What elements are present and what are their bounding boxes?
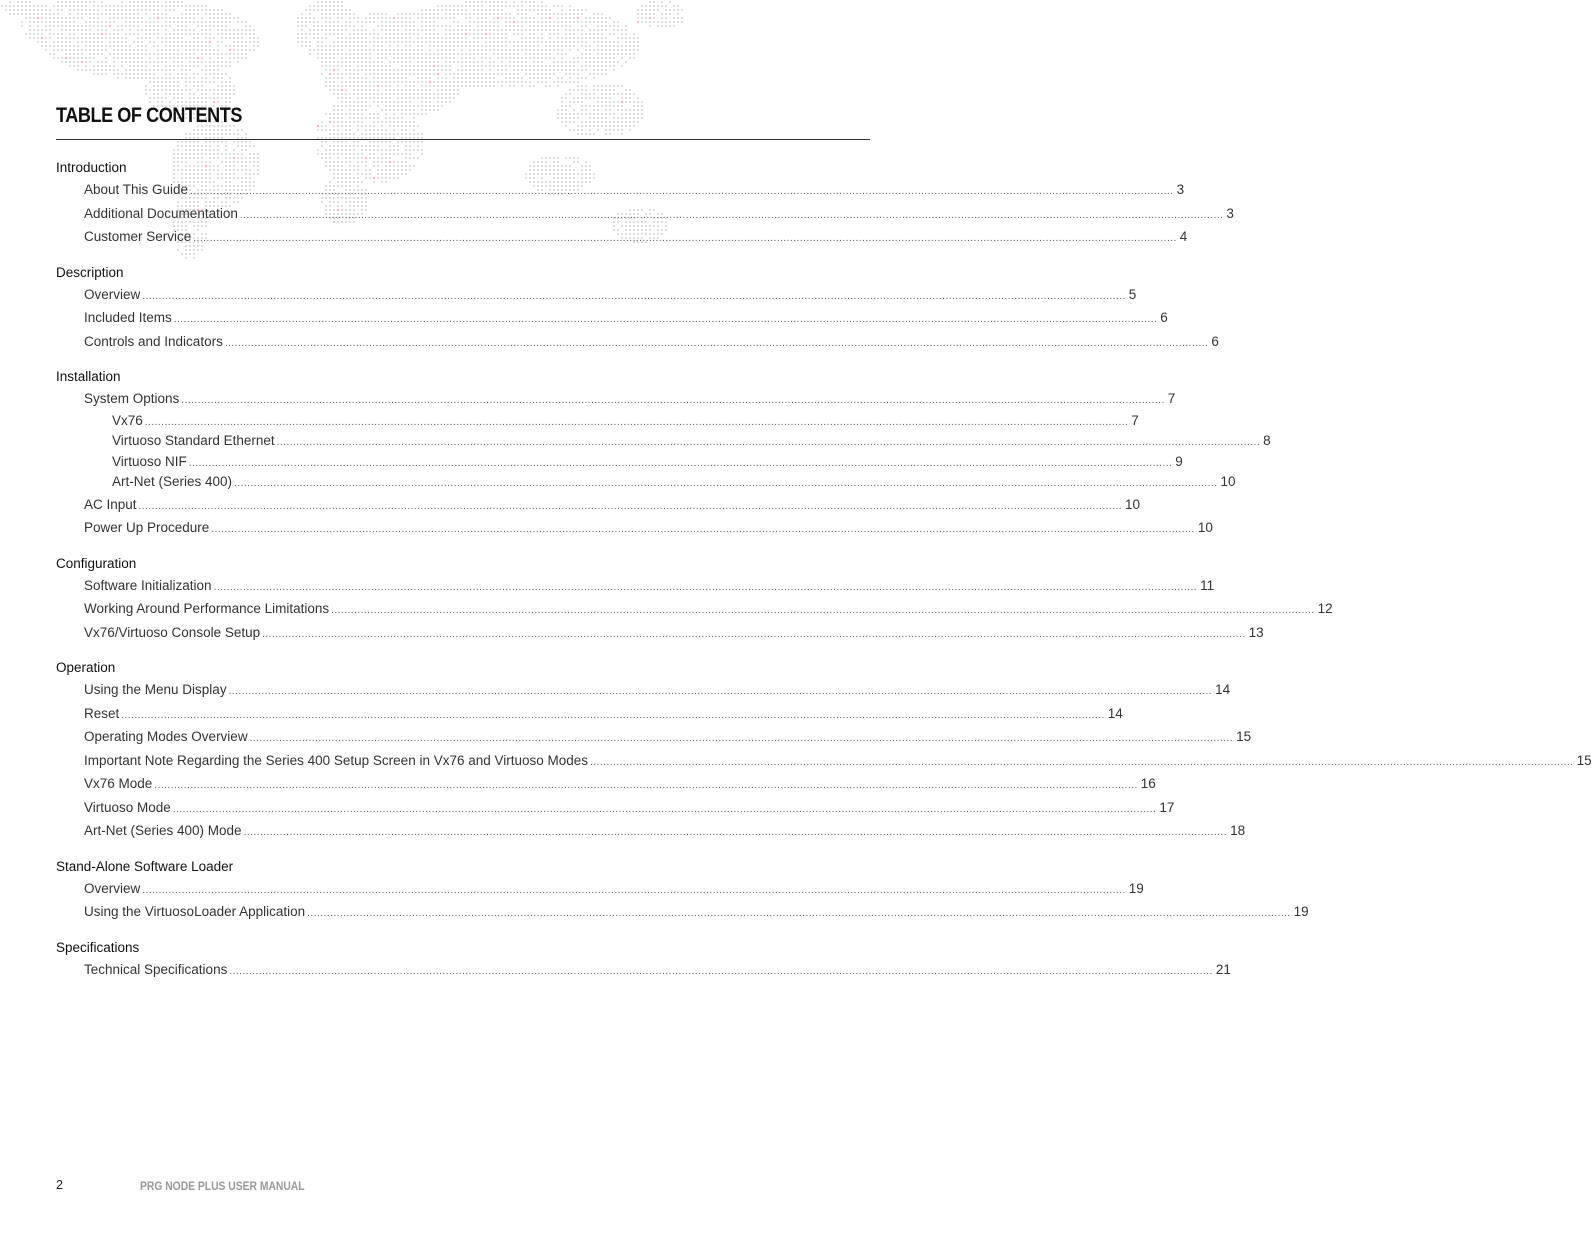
title-divider bbox=[56, 139, 870, 140]
toc-section-heading[interactable]: Description bbox=[56, 264, 124, 280]
toc-entry[interactable] bbox=[56, 958, 1231, 982]
dot-leader: ............................................................................................................................................................................................................................................................................................................ bbox=[228, 686, 1213, 697]
dot-leader: ............................................................................................................................................................................................................................................................................................................ bbox=[190, 186, 1174, 197]
toc-entry-page: 4 bbox=[1179, 229, 1188, 244]
dot-leader: ............................................................................................................................................................................................................................................................................................................ bbox=[172, 803, 1157, 815]
footer-page-number: 2 bbox=[56, 1178, 63, 1192]
toc-entry[interactable] bbox=[56, 493, 1141, 517]
toc-entry[interactable] bbox=[56, 900, 1309, 924]
toc-entry-page: 15 bbox=[1236, 729, 1252, 744]
toc-entry[interactable] bbox=[56, 678, 1231, 702]
table-of-contents bbox=[56, 158, 1592, 981]
toc-entry-page: 12 bbox=[1317, 601, 1333, 616]
toc-entry[interactable] bbox=[56, 772, 1156, 796]
dot-leader: ............................................................................................................................................................................................................................................................................................................ bbox=[229, 965, 1213, 977]
toc-entry-label: Vx76 bbox=[112, 412, 143, 428]
toc-entry[interactable] bbox=[56, 178, 1185, 202]
toc-entry-page: 3 bbox=[1226, 205, 1234, 221]
toc-entry-page: 7 bbox=[1131, 412, 1139, 428]
toc-entry-page: 7 bbox=[1167, 391, 1176, 406]
toc-entry-label: Important Note Regarding the Series 400 Setup Screen in Vx76 and Virtuoso Modes bbox=[84, 752, 589, 768]
toc-entry-label: Operating Modes Overview bbox=[84, 729, 248, 744]
toc-entry-page: 6 bbox=[1160, 310, 1168, 325]
toc-section-heading[interactable]: Specifications bbox=[56, 939, 140, 955]
dot-leader: ............................................................................................................................................................................................................................................................................................................ bbox=[173, 314, 1158, 325]
dot-leader: ............................................................................................................................................................................................................................................................................................................ bbox=[331, 605, 1315, 616]
toc-entry[interactable] bbox=[56, 725, 1252, 749]
toc-entry-label: Using the VirtuosoLoader Application bbox=[84, 904, 306, 919]
dot-leader: ............................................................................................................................................................................................................................................................................................................ bbox=[262, 628, 1246, 640]
toc-entry[interactable] bbox=[56, 877, 1144, 901]
toc-entry-label: Virtuoso Standard Ethernet bbox=[112, 433, 275, 448]
toc-entry-page: 10 bbox=[1197, 520, 1213, 535]
dot-leader: ............................................................................................................................................................................................................................................................................................................ bbox=[239, 209, 1224, 221]
toc-entry-label: Reset bbox=[84, 705, 120, 721]
toc-entry[interactable] bbox=[56, 452, 1183, 473]
toc-entry[interactable] bbox=[56, 283, 1137, 307]
footer-manual-title: PRG NODE PLUS USER MANUAL bbox=[140, 1179, 305, 1193]
toc-entry[interactable] bbox=[56, 749, 1592, 773]
toc-entry-page: 17 bbox=[1159, 799, 1175, 815]
toc-entry[interactable] bbox=[56, 387, 1176, 411]
toc-entry-label: Virtuoso NIF bbox=[112, 453, 187, 469]
dot-leader: ............................................................................................................................................................................................................................................................................................................ bbox=[234, 478, 1218, 489]
toc-entry-label: Technical Specifications bbox=[84, 961, 228, 977]
dot-leader: ............................................................................................................................................................................................................................................................................................................ bbox=[144, 416, 1129, 428]
dot-leader: ............................................................................................................................................................................................................................................................................................................ bbox=[154, 780, 1138, 791]
page-title: TABLE OF CONTENTS bbox=[56, 104, 242, 127]
toc-entry-label: Vx76/Virtuoso Console Setup bbox=[84, 624, 261, 640]
dot-leader: ............................................................................................................................................................................................................................................................................................................ bbox=[211, 524, 1195, 535]
toc-entry-label: System Options bbox=[84, 391, 180, 406]
toc-entry[interactable] bbox=[56, 702, 1123, 726]
toc-entry-page: 6 bbox=[1211, 333, 1219, 349]
toc-entry-label: Customer Service bbox=[84, 229, 192, 244]
toc-entry-page: 5 bbox=[1128, 286, 1137, 302]
toc-entry[interactable] bbox=[56, 225, 1188, 249]
dot-leader: ............................................................................................................................................................................................................................................................................................................ bbox=[181, 395, 1165, 406]
toc-entry[interactable] bbox=[56, 431, 1271, 452]
toc-entry[interactable] bbox=[56, 516, 1213, 540]
toc-entry-page: 10 bbox=[1125, 496, 1141, 512]
toc-entry[interactable] bbox=[56, 819, 1246, 843]
dot-leader: ............................................................................................................................................................................................................................................................................................................ bbox=[142, 884, 1126, 896]
toc-entry-label: Additional Documentation bbox=[84, 205, 238, 221]
toc-entry-page: 15 bbox=[1576, 752, 1592, 768]
toc-entry-page: 19 bbox=[1128, 880, 1144, 896]
dot-leader: ............................................................................................................................................................................................................................................................................................................ bbox=[224, 337, 1209, 349]
toc-section-heading[interactable]: Configuration bbox=[56, 555, 137, 571]
toc-section-heading[interactable]: Installation bbox=[56, 369, 121, 384]
toc-entry-page: 14 bbox=[1107, 705, 1123, 721]
dot-leader: ............................................................................................................................................................................................................................................................................................................ bbox=[188, 457, 1173, 469]
toc-entry-label: Working Around Performance Limitations bbox=[84, 601, 330, 616]
toc-section-heading[interactable]: Introduction bbox=[56, 160, 127, 175]
dot-leader: ............................................................................................................................................................................................................................................................................................................ bbox=[249, 733, 1234, 744]
toc-section-heading[interactable]: Operation bbox=[56, 660, 116, 675]
dot-leader: ............................................................................................................................................................................................................................................................................................................ bbox=[142, 290, 1126, 302]
toc-entry-page: 16 bbox=[1140, 776, 1156, 791]
toc-entry[interactable] bbox=[56, 796, 1175, 820]
toc-entry[interactable] bbox=[56, 574, 1215, 598]
dot-leader: ............................................................................................................................................................................................................................................................................................................ bbox=[307, 908, 1291, 919]
dot-leader: ............................................................................................................................................................................................................................................................................................................ bbox=[193, 233, 1177, 244]
toc-entry-label: Power Up Procedure bbox=[84, 520, 210, 535]
toc-entry-page: 11 bbox=[1200, 577, 1215, 593]
toc-entry-label: AC Input bbox=[84, 496, 137, 512]
toc-section-heading[interactable]: Stand-Alone Software Loader bbox=[56, 858, 234, 874]
dot-leader: ............................................................................................................................................................................................................................................................................................................ bbox=[590, 756, 1574, 768]
dot-leader: ............................................................................................................................................................................................................................................................................................................ bbox=[138, 500, 1123, 512]
toc-entry[interactable] bbox=[56, 202, 1234, 226]
toc-entry[interactable] bbox=[56, 597, 1333, 621]
dot-leader: ............................................................................................................................................................................................................................................................................................................ bbox=[243, 827, 1228, 838]
toc-entry-label: Art-Net (Series 400) Mode bbox=[84, 823, 242, 838]
dot-leader: ............................................................................................................................................................................................................................................................................................................ bbox=[276, 437, 1261, 448]
toc-entry-label: Overview bbox=[84, 880, 141, 896]
toc-entry-page: 10 bbox=[1220, 474, 1236, 489]
toc-entry-label: About This Guide bbox=[84, 182, 189, 197]
toc-entry-label: Using the Menu Display bbox=[84, 682, 227, 697]
toc-entry[interactable] bbox=[56, 330, 1219, 354]
toc-entry-page: 13 bbox=[1248, 624, 1264, 640]
dot-leader: ............................................................................................................................................................................................................................................................................................................ bbox=[121, 709, 1105, 721]
toc-entry-label: Vx76 Mode bbox=[84, 776, 153, 791]
toc-entry-label: Virtuoso Mode bbox=[84, 799, 171, 815]
toc-entry-label: Overview bbox=[84, 286, 141, 302]
toc-entry-page: 8 bbox=[1263, 433, 1271, 448]
toc-entry-page: 19 bbox=[1293, 904, 1309, 919]
toc-entry-page: 21 bbox=[1215, 961, 1231, 977]
toc-entry-page: 14 bbox=[1215, 682, 1231, 697]
toc-entry-label: Controls and Indicators bbox=[84, 333, 223, 349]
dot-leader: ............................................................................................................................................................................................................................................................................................................ bbox=[213, 581, 1198, 593]
toc-entry-label: Included Items bbox=[84, 310, 172, 325]
toc-entry[interactable] bbox=[56, 411, 1139, 432]
toc-entry-label: Software Initialization bbox=[84, 577, 212, 593]
toc-entry-page: 18 bbox=[1230, 823, 1246, 838]
toc-entry-page: 9 bbox=[1175, 453, 1183, 469]
toc-entry[interactable] bbox=[56, 306, 1168, 330]
toc-entry-page: 3 bbox=[1176, 182, 1185, 197]
toc-entry-label: Art-Net (Series 400) bbox=[112, 474, 233, 489]
toc-entry[interactable] bbox=[56, 472, 1236, 493]
toc-entry[interactable] bbox=[56, 621, 1264, 645]
